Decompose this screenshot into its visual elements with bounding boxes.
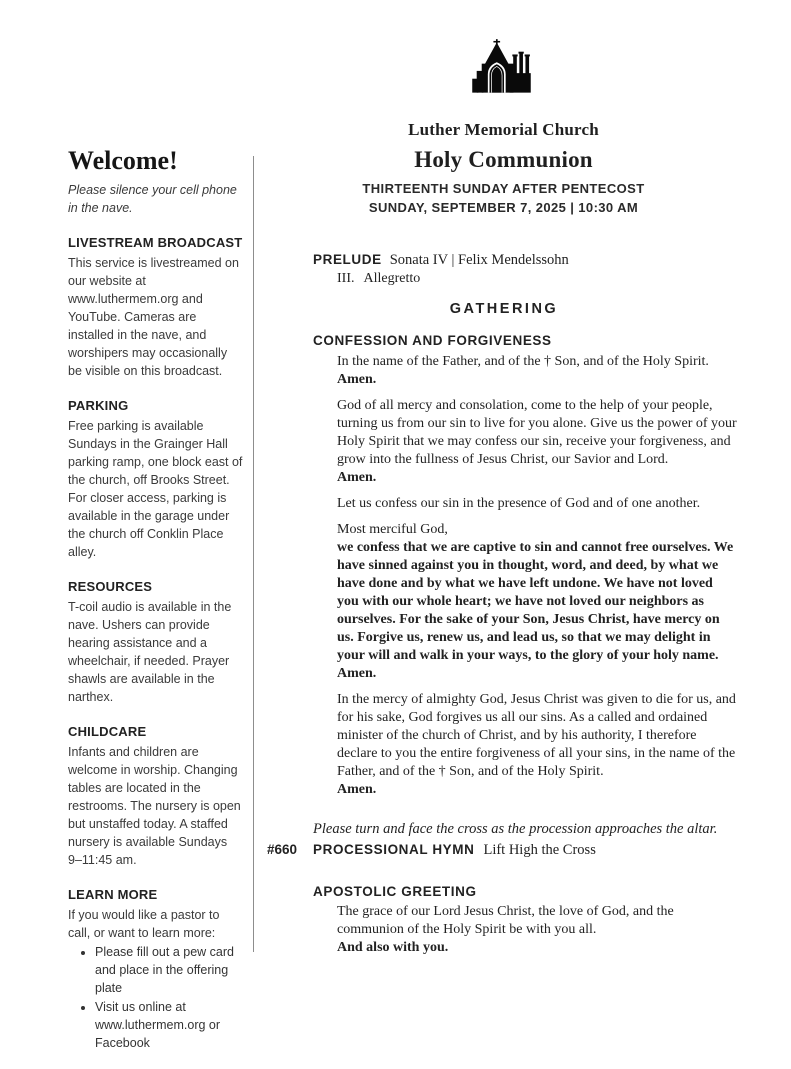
service-subtitle-date: SUNDAY, SEPTEMBER 7, 2025 | 10:30 AM: [368, 200, 639, 215]
amen-response: Amen.: [337, 782, 377, 797]
learn-more-list: [68, 943, 244, 1052]
list-item: • Visit us online at www.luthermem.org or Facebook: [95, 998, 244, 1052]
absolution-text: In the mercy of almighty God, Jesus Christ was given to die for us, and for his sake, God forgives us all our sins. As a called and ordained minister of the church of Christ, and by his authority, I therefore declare to you the entire forgiveness of all your sins, in the name of the Father, and of the † Son, and of the Holy Spirit.: [337, 692, 736, 779]
prelude-block: [267, 251, 741, 288]
amen-response: Amen.: [337, 666, 377, 681]
processional-hymn-label: PROCESSIONAL HYMN: [313, 842, 475, 857]
sidebar-body-resources: T-coil audio is available in the nave. Ushers can provide hearing assistance and a wheelchair, if needed. Prayer shawls are available in the narthex.: [68, 600, 232, 704]
sidebar-section-resources: [68, 578, 244, 706]
sidebar-heading-parking: PARKING: [68, 398, 129, 413]
liturgy-column: [267, 251, 741, 965]
sidebar-heading-childcare: CHILDCARE: [68, 724, 147, 739]
confession-invitation: Let us confess our sin in the presence of God and of one another.: [337, 496, 701, 511]
apostolic-greeting-group: [267, 903, 741, 957]
prelude-title: Sonata IV | Felix Mendelssohn: [389, 252, 569, 268]
sidebar-body-livestream: This service is livestreamed on our website at www.luthermem.org and YouTube. Cameras are installed in the nave, and worshipers may occasionally be visible on this broadcast.: [68, 256, 239, 378]
sidebar-body-childcare: Infants and children are welcome in worship. Changing tables are located in the restrooms. The nursery is open but unstaffed today. A staffed nursery is available Sundays 9–11:45 am.: [68, 745, 241, 867]
confession-label: CONFESSION AND FORGIVENESS: [313, 333, 552, 348]
invocation-text: In the name of the Father, and of the † Son, and of the Holy Spirit.: [337, 354, 709, 369]
sidebar-section-livestream: [68, 234, 244, 380]
sidebar-heading-learn-more: LEARN MORE: [68, 887, 158, 902]
sidebar-heading-livestream: LIVESTREAM BROADCAST: [68, 235, 243, 250]
list-item: • Please fill out a pew card and place in the offering plate: [95, 943, 244, 997]
prayer-text: God of all mercy and consolation, come to the help of your people, turning us from our sin to live for you alone. Give us the power of your Holy Spirit that we may confess our sin, receive your forgiveness, and grow into the fullness of Jesus Christ, our Savior and Lord.: [337, 398, 737, 467]
absolution-group: [267, 691, 741, 799]
processional-hymn-title: Lift High the Cross: [483, 842, 596, 858]
silence-note: Please silence your cell phone in the nave.: [68, 183, 237, 215]
procession-note: Please turn and face the cross as the procession approaches the altar.: [313, 821, 718, 837]
invocation-group: [267, 353, 741, 389]
sidebar-body-parking: Free parking is available Sundays in the Grainger Hall parking ramp, one block east of the church, off Brooks Street. For closer access, parking is available in the garage under the church off Conklin Place alley.: [68, 419, 243, 559]
amen-response: Amen.: [337, 470, 377, 485]
hymn-number: #660: [267, 842, 298, 857]
column-divider: [253, 156, 254, 952]
apostolic-greeting-label: APOSTOLIC GREETING: [313, 884, 477, 899]
sidebar-section-childcare: [68, 723, 244, 869]
welcome-heading: Welcome!: [68, 146, 178, 175]
amen-response: Amen.: [337, 372, 377, 387]
movement-number: III.: [337, 271, 355, 286]
greeting-text: The grace of our Lord Jesus Christ, the love of God, and the communion of the Holy Spirit be with you all.: [337, 904, 674, 937]
processional-hymn-row: [267, 841, 741, 860]
confession-text: we confess that we are captive to sin and cannot free ourselves. We have sinned against you in thought, word, and deed, by what we have done and by what we have left undone. We have not loved you with our whole heart; we have not loved our neighbors as ourselves. For the sake of your Son, Jesus Christ, have mercy on us. Forgive us, renew us, and lead us, so that we may delight in your will and walk in your ways, to the glory of your holy name.: [337, 540, 734, 663]
sidebar-section-learn-more: [68, 886, 244, 1052]
church-name: Luther Memorial Church: [408, 120, 599, 139]
sidebar-heading-resources: RESOURCES: [68, 579, 153, 594]
bulletin-header: [267, 26, 740, 217]
service-title: Holy Communion: [414, 147, 593, 172]
sidebar-body-learn-more: If you would like a pastor to call, or want to learn more:: [68, 908, 220, 940]
prelude-label: PRELUDE: [313, 252, 382, 267]
movement-name: Allegretto: [363, 271, 421, 286]
church-icon: [465, 26, 543, 113]
prayer-group: [267, 397, 741, 487]
greeting-response: And also with you.: [337, 940, 449, 955]
gathering-heading: GATHERING: [449, 301, 559, 317]
service-subtitle-sunday: THIRTEENTH SUNDAY AFTER PENTECOST: [362, 181, 645, 196]
sidebar: [68, 146, 244, 1069]
confession-address: Most merciful God,: [337, 522, 448, 537]
sidebar-section-parking: [68, 397, 244, 561]
confession-group: [267, 521, 741, 683]
